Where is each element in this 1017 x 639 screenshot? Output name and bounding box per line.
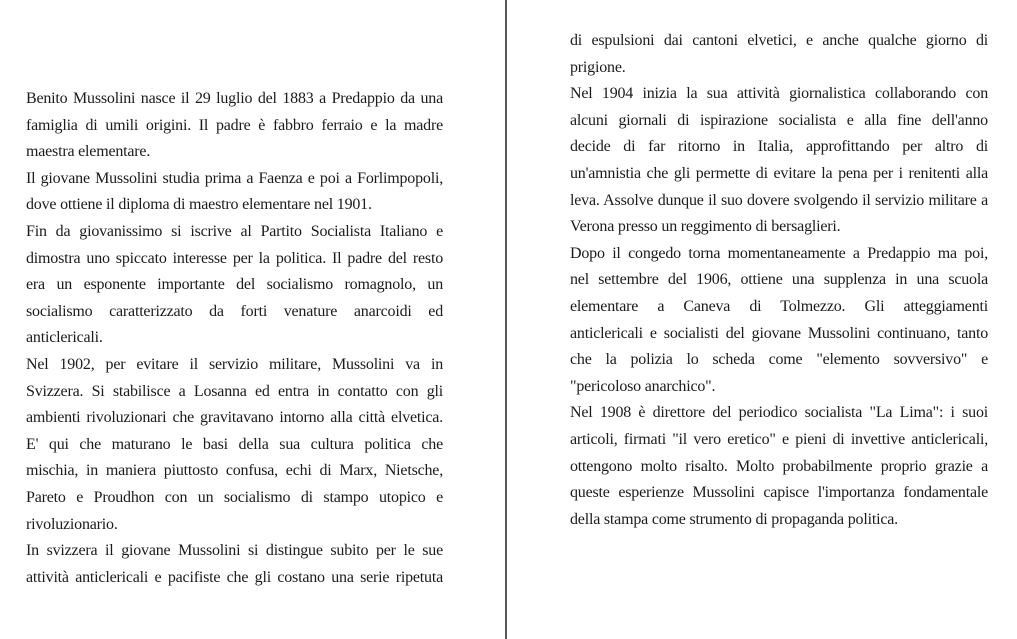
text-line: alcuni giornali di ispirazione socialista e alla fine dell'anno <box>570 111 988 129</box>
paragraph <box>26 86 443 166</box>
text-line: anticlericali e socialisti del giovane Mussolini continuano, tanto <box>570 324 988 342</box>
text-line: Nel 1904 inizia la sua attività giornalistica collaborando con <box>570 85 988 103</box>
paragraph <box>26 352 443 538</box>
text-line: queste esperienze Mussolini capisce l'importanza fondamentale <box>570 484 988 502</box>
text-line: di espulsioni dai cantoni elvetici, e anche qualche giorno di <box>570 32 988 49</box>
text-line: In svizzera il giovane Mussolini si distingue subito per le sue <box>26 542 443 560</box>
paragraph <box>570 81 988 241</box>
text-line: dimostra uno spiccato interesse per la politica. Il padre del resto <box>26 249 443 267</box>
text-line: Nel 1902, per evitare il servizio militare, Mussolini va in <box>26 355 443 373</box>
text-line: leva. Assolve dunque il suo dovere svolgendo il servizio militare a <box>570 191 988 209</box>
text-line: anticlericali. <box>26 329 103 347</box>
text-line: Nel 1908 è direttore del periodico socialista "La Lima": i suoi <box>570 404 988 422</box>
text-line: nel settembre del 1906, ottiene una supplenza in una scuola <box>570 271 988 289</box>
text-line: elementare a Caneva di Tolmezzo. Gli atteggiamenti <box>570 297 988 315</box>
paragraph <box>26 219 443 352</box>
text-line: ambienti rivoluzionari che gravitavano intorno alla città elvetica. <box>26 409 443 427</box>
text-line: Dopo il congedo torna momentaneamente a Predappio ma poi, <box>570 244 988 262</box>
paragraph <box>26 538 443 591</box>
text-line: famiglia di umili origini. Il padre è fabbro ferraio e la madre <box>26 116 443 134</box>
text-line: prigione. <box>570 58 626 76</box>
text-line: mischia, in maniera piuttosto confusa, echi di Marx, Nietsche, <box>26 462 443 480</box>
text-line: socialismo caratterizzato da forti venature anarcoidi ed <box>26 302 443 320</box>
text-line: Svizzera. Si stabilisce a Losanna ed entra in contatto con gli <box>26 382 443 400</box>
text-line: "pericoloso anarchico". <box>570 377 716 395</box>
page-left <box>0 0 505 639</box>
text-line: attività anticlericali e pacifiste che gli costano una serie ripetuta <box>26 568 443 586</box>
text-line: che la polizia lo scheda come "elemento sovversivo" e <box>570 351 988 369</box>
text-line: maestra elementare. <box>26 143 151 161</box>
text-line: Il giovane Mussolini studia prima a Faenza e poi a Forlimpopoli, <box>26 169 443 187</box>
text-line: un'amnistia che gli permette di evitare la pena per i renitenti alla <box>570 164 988 182</box>
text-line: ottengono molto risalto. Molto probabilmente proprio grazie a <box>570 457 988 475</box>
text-line: era un esponente importante del socialismo romagnolo, un <box>26 276 443 294</box>
text-line: articoli, firmati "il vero eretico" e pieni di invettive anticlericali, <box>570 430 988 448</box>
paragraph <box>570 241 988 401</box>
text-line: Fin da giovanissimo si iscrive al Partito Socialista Italiano e <box>26 222 443 240</box>
text-line: Verona presso un reggimento di bersaglieri. <box>570 218 841 236</box>
text-line: decide di far ritorno in Italia, approfittando per altro di <box>570 138 988 156</box>
text-line: Pareto e Proudhon con un socialismo di stampo utopico e <box>26 488 443 506</box>
text-line: della stampa come strumento di propaganda politica. <box>570 510 898 528</box>
paragraph <box>570 400 988 533</box>
text-line: Benito Mussolini nasce il 29 luglio del 1883 a Predappio da una <box>26 90 443 107</box>
text-line: dove ottiene il diploma di maestro elementare nel 1901. <box>26 196 372 214</box>
text-line: rivoluzionario. <box>26 515 118 533</box>
page-right <box>507 0 1017 639</box>
paragraph <box>26 166 443 219</box>
text-line: E' qui che maturano le basi della sua cultura politica che <box>26 435 443 453</box>
paragraph <box>570 28 988 81</box>
